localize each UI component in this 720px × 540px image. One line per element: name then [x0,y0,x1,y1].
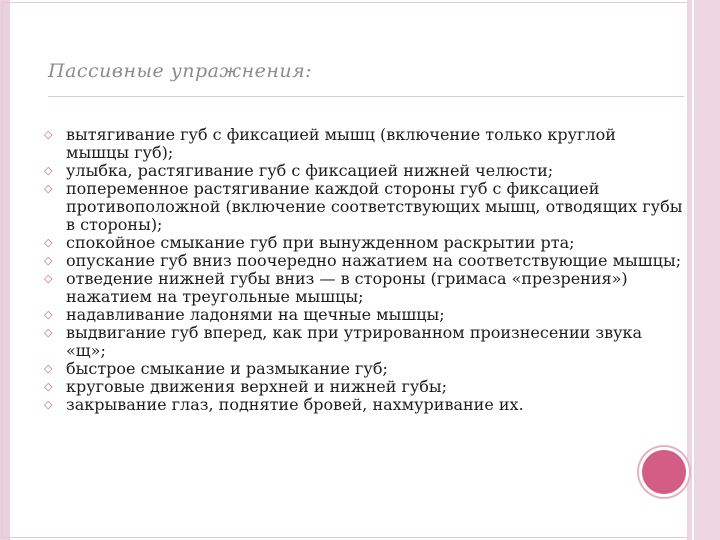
list-item-text: закрывание глаз, поднятие бровей, нахмуривание их. [66,395,524,414]
diamond-bullet-icon: ◇ [44,308,53,321]
diamond-bullet-icon: ◇ [44,326,53,339]
diamond-bullet-icon: ◇ [44,236,53,249]
diamond-bullet-icon: ◇ [44,164,53,177]
list-item [44,162,684,180]
list-item [44,306,684,324]
list-item [44,270,684,306]
list-item-text: вытягивание губ с фиксацией мышц (включение только круглой мышцы губ); [66,125,616,162]
diamond-bullet-icon: ◇ [44,272,53,285]
list-item [44,324,684,360]
diamond-bullet-icon: ◇ [44,362,53,375]
diamond-bullet-icon: ◇ [44,128,53,141]
list-item [44,378,684,396]
list-item [44,126,684,162]
list-item-text: попеременное растягивание каждой стороны губ с фиксацией противоположной (включение соответствующих мышц, отводящих губы в стороны); [66,179,683,234]
list-item-text: опускание губ вниз поочередно нажатием на соответствующие мышцы; [66,251,682,270]
list-item-text: выдвигание губ вперед, как при утрированном произнесении звука «щ»; [66,323,643,360]
right-decor-bar [687,0,720,540]
list-item-text: улыбка, растягивание губ с фиксацией нижней челюсти; [66,161,554,180]
list-item-text: быстрое смыкание и размыкание губ; [66,359,388,378]
list-item [44,234,684,252]
right-decor-line [692,0,694,540]
list-item-text: спокойное смыкание губ при вынужденном раскрытии рта; [66,233,575,252]
diamond-bullet-icon: ◇ [44,398,53,411]
decorative-circle [642,450,686,494]
list-item [44,180,684,234]
list-item-text: надавливание ладонями на щечные мышцы; [66,305,445,324]
list-item [44,360,684,378]
list-item [44,252,684,270]
diamond-bullet-icon: ◇ [44,254,53,267]
title-underline [48,96,684,97]
slide-title: Пассивные упражнения: [48,60,313,82]
diamond-bullet-icon: ◇ [44,182,53,195]
exercise-list [44,126,684,414]
list-item-text: круговые движения верхней и нижней губы; [66,377,448,396]
list-item-text: отведение нижней губы вниз — в стороны (гримаса «презрения») нажатием на треугольные мышцы; [66,269,628,306]
list-item [44,396,684,414]
diamond-bullet-icon: ◇ [44,380,53,393]
